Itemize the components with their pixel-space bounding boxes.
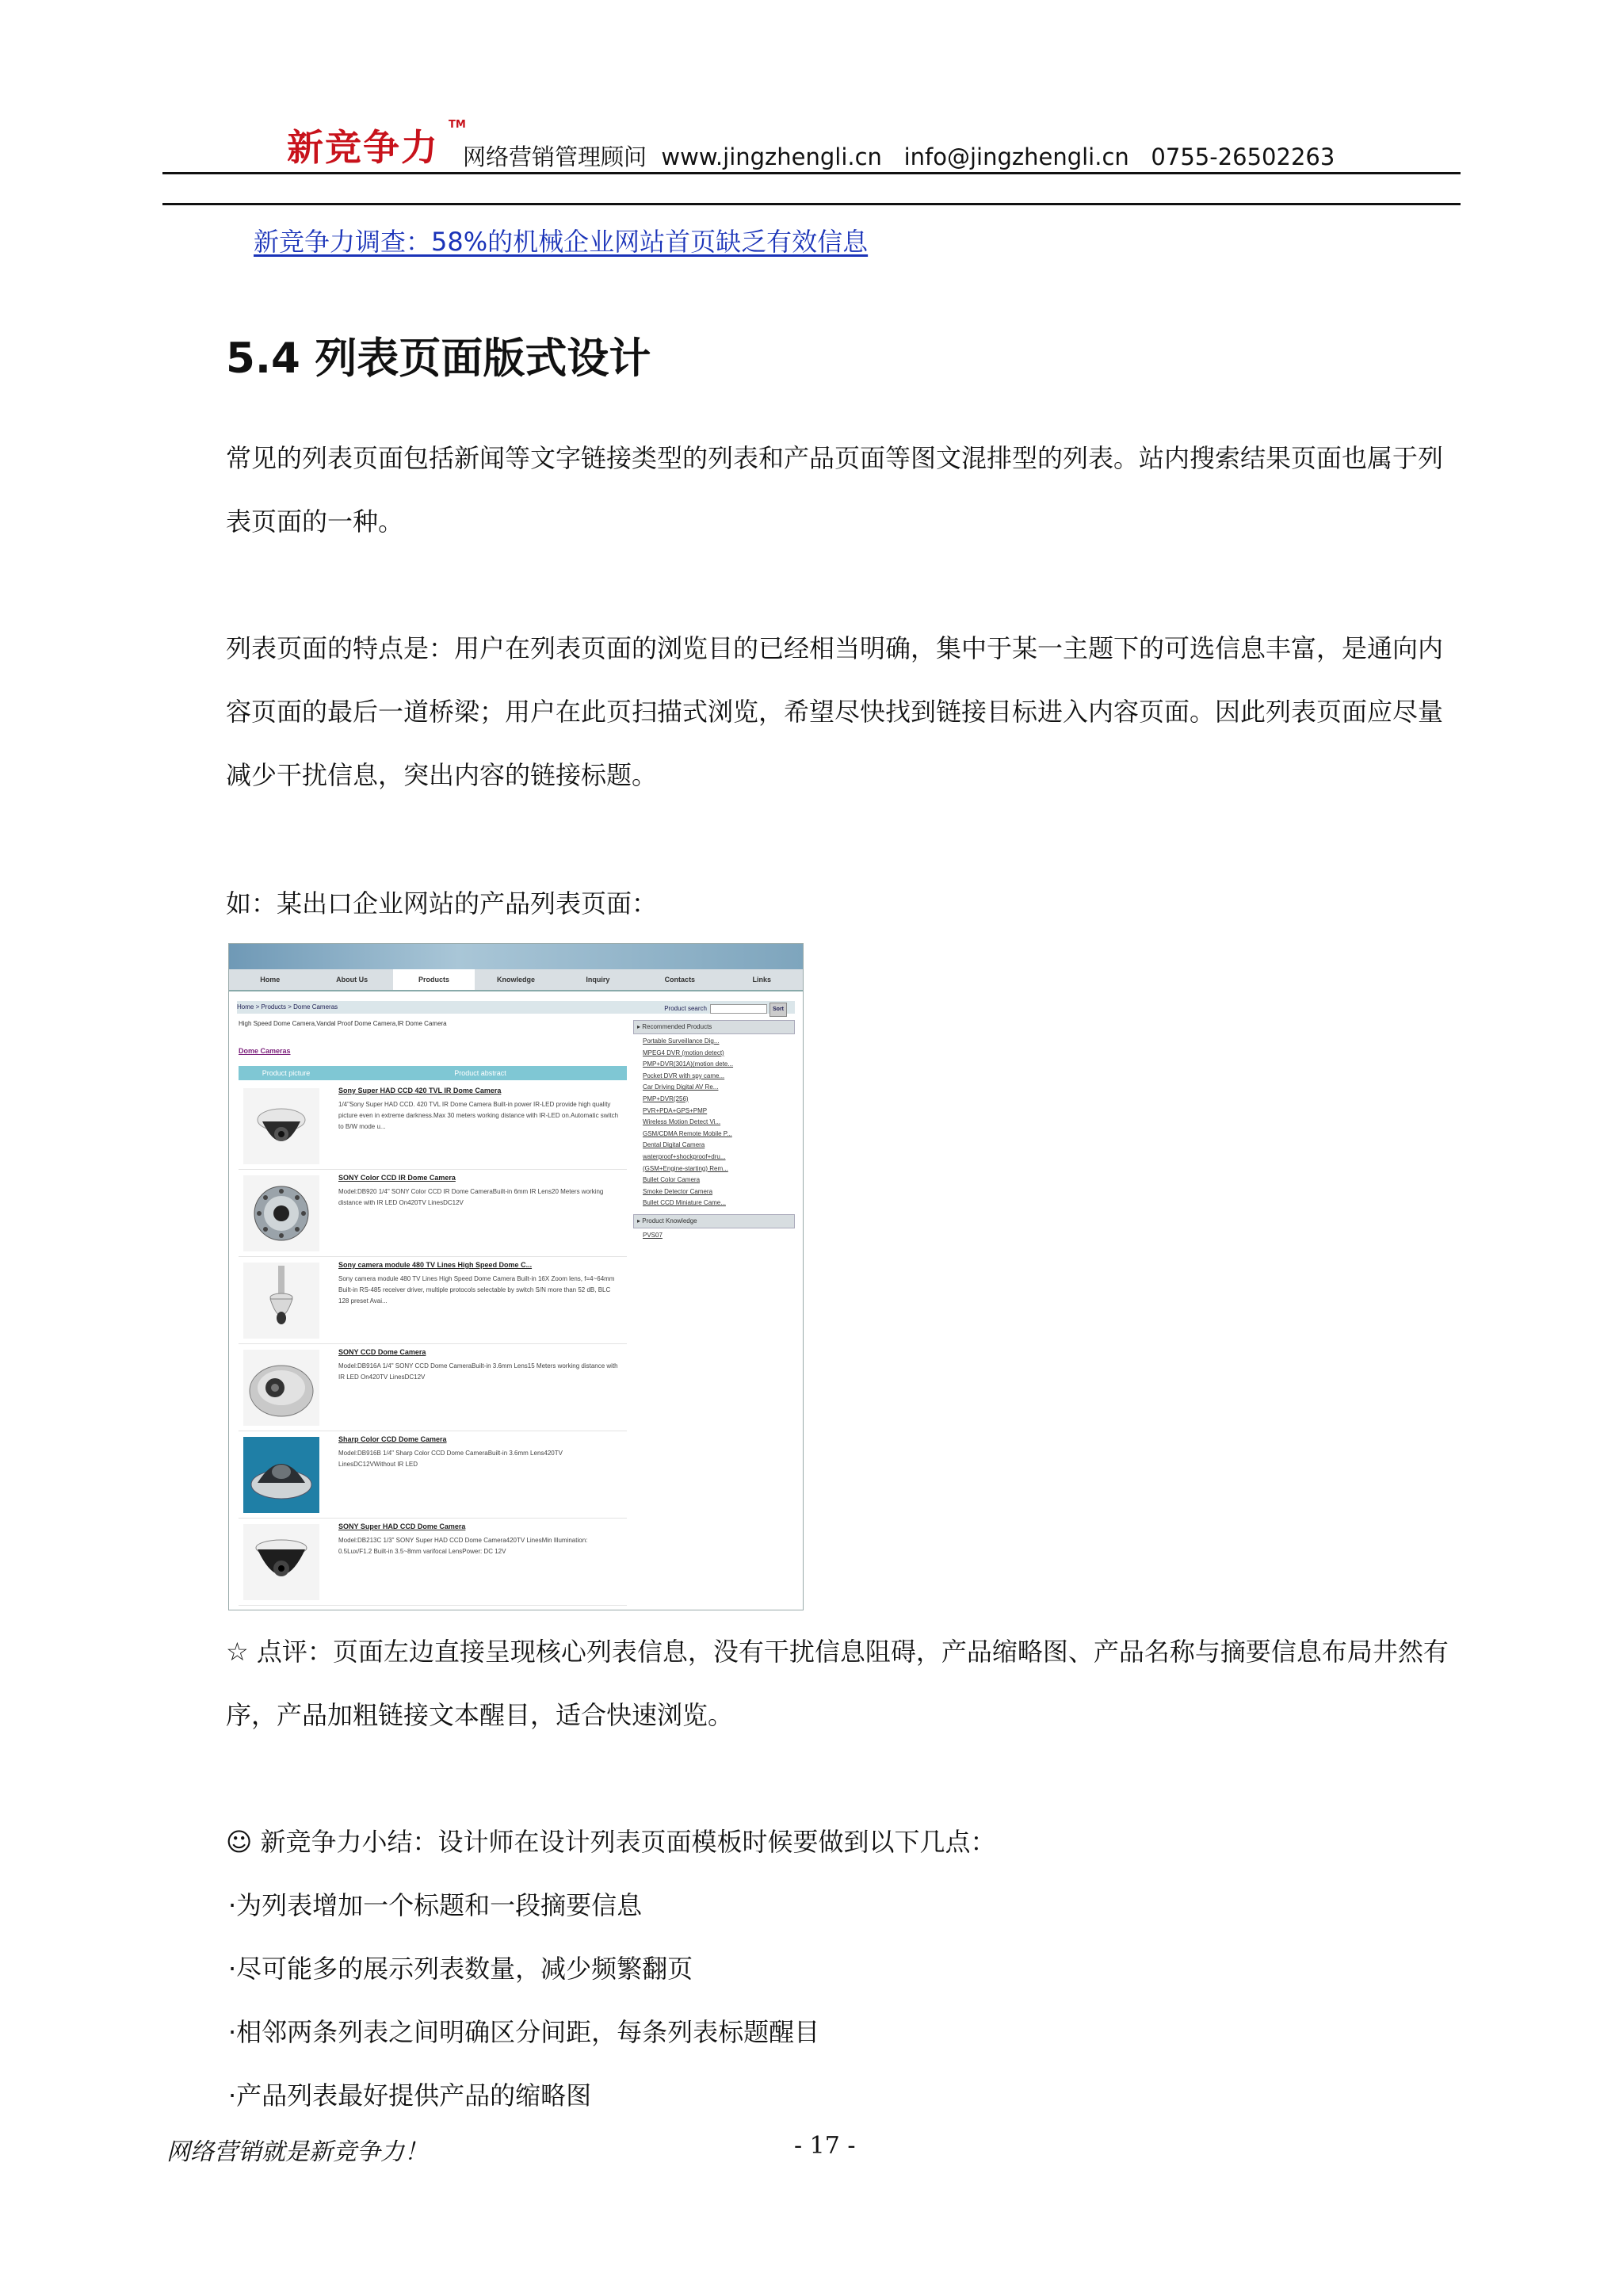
product-knowledge-list [633, 1230, 795, 1242]
header-rule-bottom [162, 203, 1461, 205]
sidebar-link[interactable]: (GSM+Engine-starting) Rem... [643, 1164, 728, 1172]
product-row [239, 1519, 627, 1606]
sidebar-link[interactable]: Portable Surveillance Dig... [643, 1037, 720, 1045]
bullet-item: ·产品列表最好提供产品的缩略图 [228, 2080, 592, 2111]
nav-home[interactable]: Home [260, 976, 281, 984]
product-desc: Sony camera module 480 TV Lines High Speed Dome Camera Built-in 16X Zoom lens, f=4~64mm Built-in RS-485 receiver driver, multiple protocols selectable by switch S/N more than 52 dB, BLC 128 preset Avai... [338, 1275, 615, 1305]
product-desc: Model:DB916B 1/4" Sharp Color CCD Dome CameraBuilt-in 3.6mm Lens420TV LinesDC12VWithout IR LED [338, 1450, 563, 1468]
product-title[interactable]: Sharp Color CCD Dome Camera [338, 1435, 447, 1443]
nav-knowledge[interactable]: Knowledge [496, 976, 535, 984]
product-desc: Model:DB920 1/4" SONY Color CCD IR Dome CameraBuilt-in 6mm IR Lens20 Meters working distance with IR LED On420TV LinesDC12V [338, 1188, 604, 1206]
nav-about[interactable]: About Us [336, 976, 369, 984]
ir-camera-thumbnail[interactable] [243, 1175, 319, 1251]
summary-heading: ☺ 新竞争力小结：设计师在设计列表页面模板时候要做到以下几点： [226, 1827, 996, 1857]
sidebar-link[interactable]: Smoke Detector Camera [643, 1187, 713, 1195]
product-row [239, 1432, 627, 1519]
product-title[interactable]: SONY Super HAD CCD Dome Camera [338, 1522, 466, 1530]
table-header [239, 1066, 627, 1080]
sidebar-link[interactable]: PMP+DVR(256) [643, 1095, 689, 1102]
nav-contacts[interactable]: Contacts [664, 976, 696, 984]
bullet-item: ·为列表增加一个标题和一段摘要信息 [228, 1890, 643, 1920]
product-row [239, 1083, 627, 1170]
product-row [239, 1345, 627, 1431]
page-number: - 17 - [794, 2132, 856, 2160]
product-desc: 1/4"Sony Super HAD CCD. 420 TVL IR Dome Camera Built-in power IR-LED provide high quality picture even in extreme darkness.Max 30 meters working distance with IR-LED on.Automatic switch to B/W mode u... [338, 1101, 619, 1130]
header-rule-top [162, 172, 1461, 174]
sidebar-link[interactable]: Dental Digital Camera [643, 1141, 705, 1149]
super-had-dome-thumbnail[interactable] [243, 1524, 319, 1600]
breadcrumb-text[interactable]: Home > Products > Dome Cameras [237, 1003, 338, 1010]
product-title[interactable]: SONY CCD Dome Camera [338, 1348, 426, 1356]
search-label: Product search [664, 1005, 707, 1012]
recommended-products-list [633, 1036, 795, 1209]
sidebar [633, 1020, 795, 1247]
nav-products[interactable]: Products [393, 969, 475, 990]
product-row [239, 1258, 627, 1344]
product-search [664, 1003, 787, 1017]
breadcrumb [237, 1001, 795, 1014]
footer-slogan: 网络营销就是新竞争力！ [166, 2138, 428, 2166]
sidebar-link[interactable]: waterproof+shockproof+dru... [643, 1152, 726, 1160]
nav-links[interactable]: Links [752, 976, 771, 984]
product-row [239, 1171, 627, 1257]
site-nav [229, 969, 803, 991]
paragraph-example: 如：某出口企业网站的产品列表页面： [226, 888, 658, 919]
category-intro: High Speed Dome Camera,Vandal Proof Dome Camera,IR Dome Camera [239, 1020, 447, 1027]
product-knowledge-header: ▸ Product Knowledge [633, 1214, 795, 1228]
col-picture: Product picture [262, 1069, 311, 1077]
brand-logo: 新竞争力 [287, 126, 439, 169]
category-link[interactable]: Dome Cameras [239, 1047, 291, 1055]
col-abstract: Product abstract [454, 1069, 506, 1077]
sidebar-link[interactable]: Pocket DVR with spy came... [643, 1072, 725, 1079]
product-title[interactable]: Sony Super HAD CCD 420 TVL IR Dome Camera [338, 1087, 502, 1095]
sidebar-link[interactable]: Wireless Motion Detect Vi... [643, 1118, 721, 1126]
speed-dome-thumbnail[interactable] [243, 1263, 319, 1339]
search-button[interactable]: Sort [769, 1003, 787, 1017]
comment-paragraph: ☆ 点评：页面左边直接呈现核心列表信息，没有干扰信息阻碍，产品缩略图、产品名称与摘要信息布局井然有序，产品加粗链接文本醒目，适合快速浏览。 [226, 1637, 1449, 1730]
sidebar-link[interactable]: PVR+PDA+GPS+PMP [643, 1106, 708, 1114]
site-banner [229, 944, 803, 969]
sidebar-link[interactable]: PVS07 [643, 1231, 663, 1239]
section-title: 5.4 列表页面版式设计 [226, 334, 651, 383]
bullet-item: ·尽可能多的展示列表数量，减少频繁翻页 [228, 1954, 693, 1984]
paragraph-features: 列表页面的特点是：用户在列表页面的浏览目的已经相当明确，集中于某一主题下的可选信息丰富，是通向内容页面的最后一道桥梁；用户在此页扫描式浏览，希望尽快找到链接目标进入内容页面。因此列表页面应尽量减少干扰信息，突出内容的链接标题。 [226, 633, 1444, 790]
product-title[interactable]: SONY Color CCD IR Dome Camera [338, 1174, 456, 1182]
sidebar-link[interactable]: MPEG4 DVR (motion detect) [643, 1049, 724, 1056]
product-desc: Model:DB213C 1/3" SONY Super HAD CCD Dome Camera420TV LinesMin Illumination: 0.5Lux/F1.2 Built-in 3.5~8mm varifocal LensPower: DC 12V [338, 1537, 588, 1555]
product-title[interactable]: Sony camera module 480 TV Lines High Speed Dome C... [338, 1261, 533, 1269]
sidebar-link[interactable]: PMP+DVR(301A)(motion dete... [643, 1060, 734, 1068]
nav-inquiry[interactable]: Inquiry [586, 976, 610, 984]
sidebar-link[interactable]: Car Driving Digital AV Re... [643, 1083, 719, 1091]
sharp-dome-thumbnail[interactable] [243, 1437, 319, 1513]
recommended-products-header: ▸ Recommended Products [633, 1020, 795, 1034]
paragraph-intro: 常见的列表页面包括新闻等文字链接类型的列表和产品页面等图文混排型的列表。站内搜索结果页面也属于列表页面的一种。 [226, 443, 1444, 537]
sidebar-link[interactable]: Bullet CCD Miniature Came... [643, 1199, 726, 1207]
dome-camera-thumbnail[interactable] [243, 1088, 319, 1164]
related-article-link[interactable]: 新竞争力调查：58%的机械企业网站首页缺乏有效信息 [254, 227, 869, 257]
ccd-dome-thumbnail[interactable] [243, 1350, 319, 1426]
sidebar-link[interactable]: GSM/CDMA Remote Mobile P... [643, 1129, 732, 1137]
bullet-item: ·相邻两条列表之间明确区分间距，每条列表标题醒目 [228, 2017, 820, 2047]
search-input[interactable] [710, 1004, 767, 1014]
product-list-screenshot [228, 943, 804, 1610]
product-desc: Model:DB916A 1/4" SONY CCD Dome CameraBuilt-in 3.6mm Lens15 Meters working distance with IR LED On420TV LinesDC12V [338, 1362, 618, 1381]
sidebar-link[interactable]: Bullet Color Camera [643, 1176, 701, 1184]
header-contact-info: 网络营销管理顾问 www.jingzhengli.cn info@jingzhengli.cn 0755-26502263 [463, 143, 1335, 170]
trademark-mark: TM [449, 119, 466, 131]
